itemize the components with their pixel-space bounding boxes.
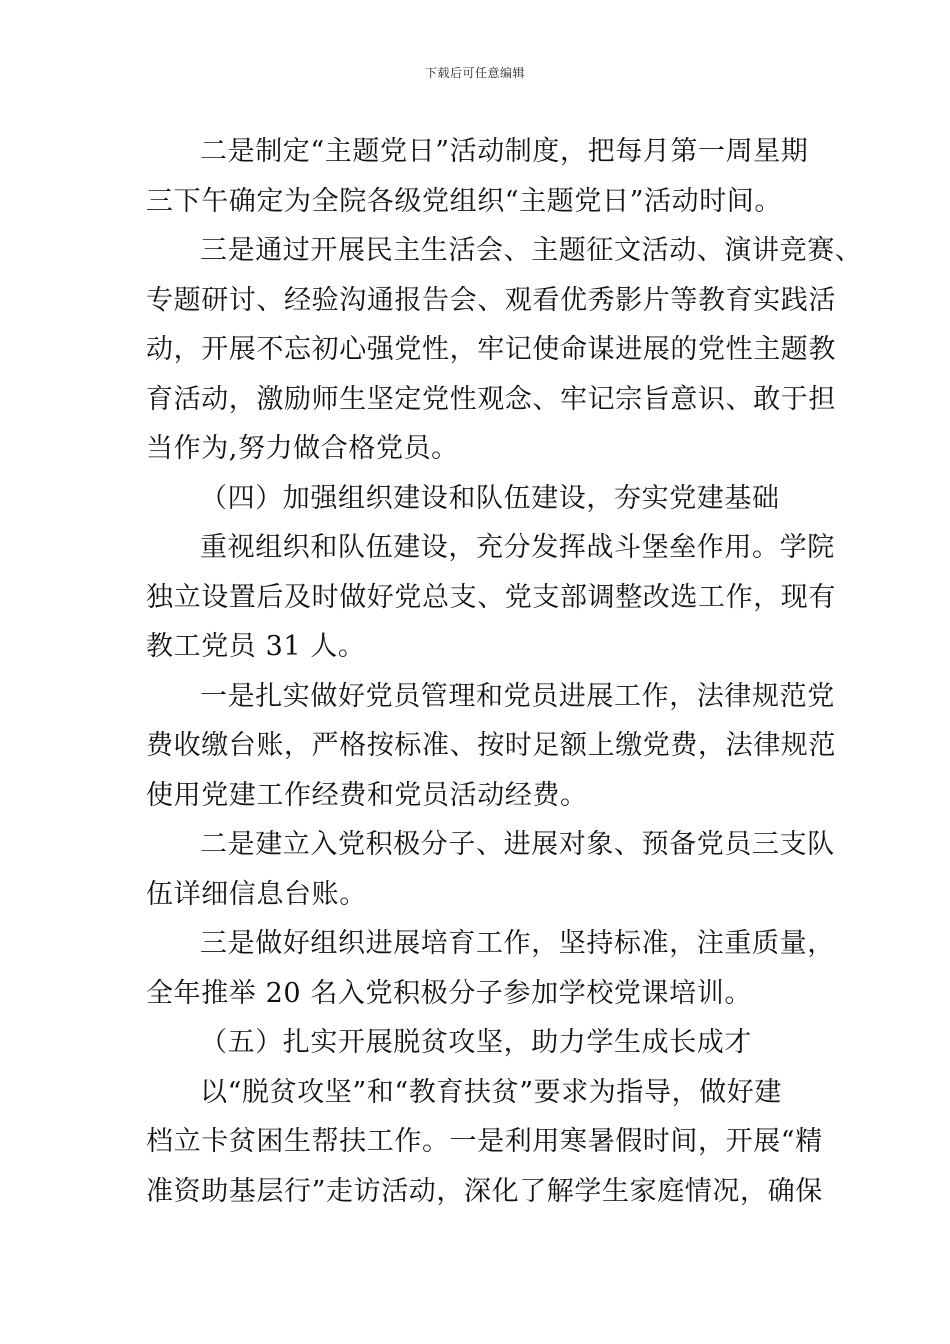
- text-line: 使用党建工作经费和党员活动经费。: [146, 779, 588, 811]
- text-line: 动，开展不忘初心强党性，牢记使命谋进展的党性主题教: [146, 334, 836, 365]
- text-line: 准资助基层行”走访活动，深化了解学生家庭情况，确保: [146, 1175, 823, 1207]
- text-line: 费收缴台账，严格按标准、按时足额上缴党费，法律规范: [146, 730, 836, 761]
- text-line: 三是通过开展民主生活会、主题征文活动、演讲竞赛、: [200, 235, 863, 266]
- text-line: 三是做好组织进展培育工作，坚持标准，注重质量，: [200, 928, 835, 959]
- text-line: 二是建立入党积极分子、进展对象、预备党员三支队: [200, 829, 835, 860]
- text-line: 专题研讨、经验沟通报告会、观看优秀影片等教育实践活: [146, 284, 836, 316]
- text-line: 全年推举 20 名入党积极分子参加学校党课培训。: [146, 977, 752, 1009]
- text-line: 二是制定“主题党日”活动制度，把每月第一周星期: [200, 136, 809, 167]
- text-line: 三下午确定为全院各级党组织“主题党日”活动时间。: [146, 185, 783, 217]
- text-line: 档立卡贫困生帮扶工作。一是利用寒暑假时间，开展“精: [146, 1126, 823, 1157]
- text-line: 重视组织和队伍建设，充分发挥战斗堡垒作用。学院: [200, 532, 835, 563]
- document-body: [146, 127, 863, 1216]
- text-line: （五）扎实开展脱贫攻坚，助力学生成长成才: [200, 1027, 752, 1058]
- text-line: 当作为,努力做合格党员。: [146, 433, 459, 464]
- text-line: （四）加强组织建设和队伍建设，夯实党建基础: [200, 482, 780, 514]
- text-line: 独立设置后及时做好党总支、党支部调整改选工作，现有: [146, 581, 836, 613]
- text-line: 一是扎实做好党员管理和党员进展工作，法律规范党: [200, 680, 835, 712]
- text-line: 以“脱贫攻坚”和“教育扶贫”要求为指导，做好建: [200, 1076, 783, 1108]
- text-line: 育活动，激励师生坚定党性观念、牢记宗旨意识、敢于担: [146, 383, 836, 415]
- text-line: 教工党员 31 人。: [146, 631, 366, 662]
- page-header: 下载后可任意编辑: [424, 66, 525, 80]
- text-line: 伍详细信息台账。: [146, 878, 367, 910]
